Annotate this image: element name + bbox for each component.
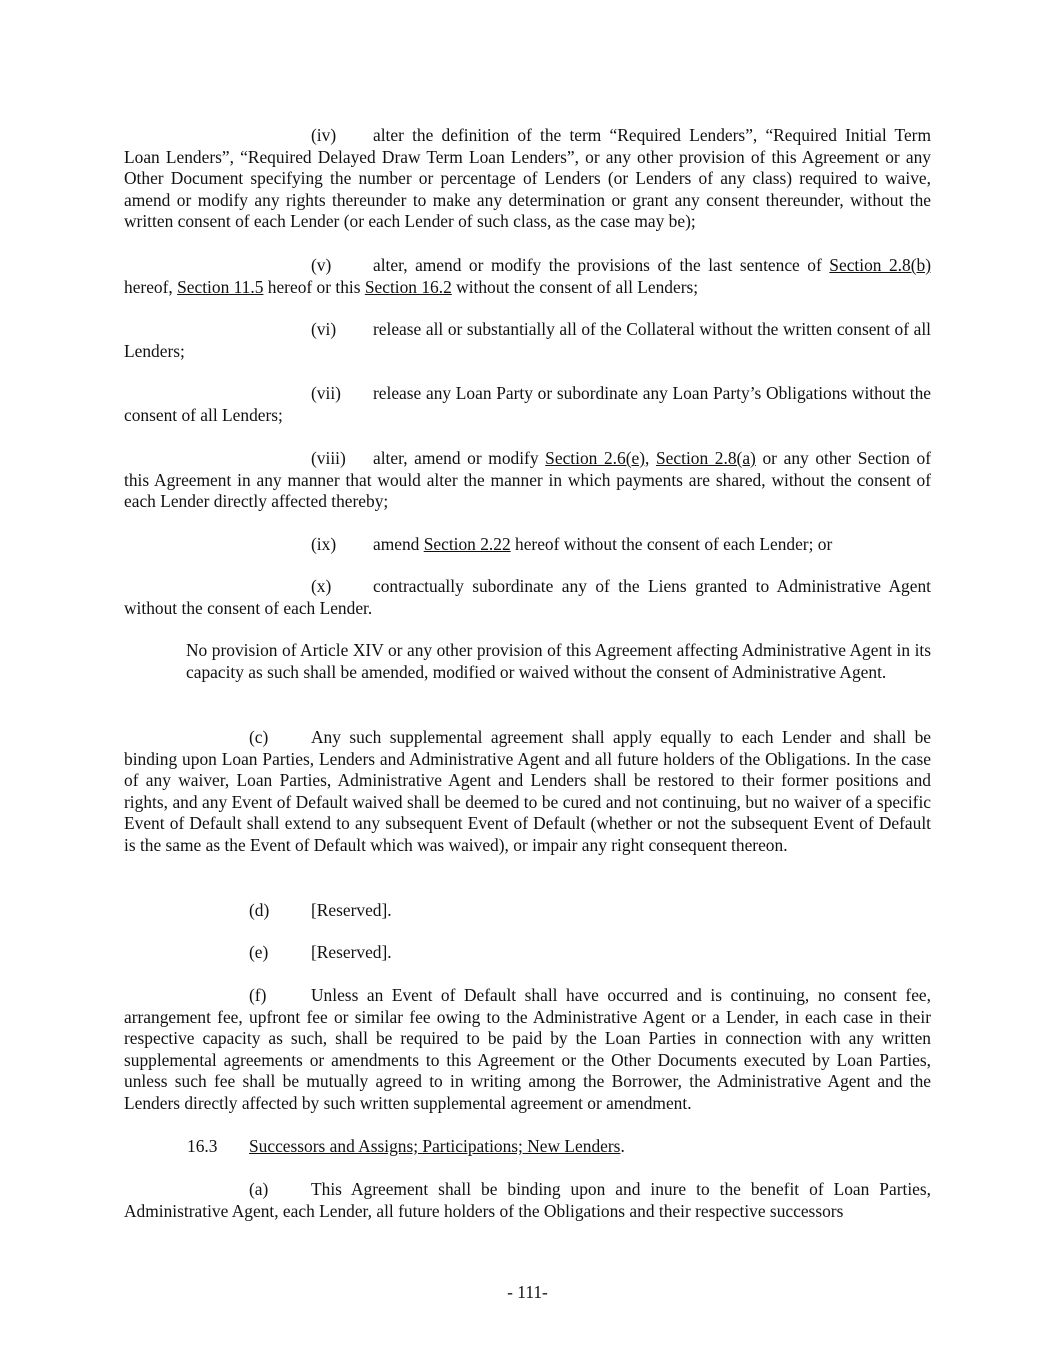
paragraph-vi — [124, 319, 931, 362]
section-reference: Section 2.8(a) — [656, 448, 756, 468]
clause-text: without the consent of all Lenders; — [451, 276, 699, 297]
paragraph-f — [124, 985, 931, 1115]
paragraph-x — [124, 576, 931, 619]
paragraph-c — [124, 727, 931, 857]
paragraph-iv — [124, 125, 931, 233]
clause-label: (vi) — [311, 319, 337, 339]
paragraph-viii — [124, 448, 931, 513]
clause-label: (viii) — [311, 448, 346, 468]
clause-label: (vii) — [311, 383, 341, 403]
clause-text: alter, amend or modify — [373, 448, 546, 468]
section-reference: Section 2.8(b) — [829, 255, 931, 275]
section-16-3-heading — [124, 1136, 931, 1158]
section-title: Successors and Assigns; Participations; New Lenders — [249, 1136, 621, 1156]
section-reference: Section 2.22 — [423, 534, 511, 554]
section-title-period: . — [620, 1136, 625, 1156]
clause-label: (x) — [311, 576, 332, 596]
clause-text: hereof or this — [263, 276, 365, 297]
clause-label: (ix) — [311, 534, 337, 554]
clause-text: This Agreement shall be binding upon and inure to the benefit of Loan Parties, Administrative Agent, each Lender, all future holders of the Obligations and their respective successors — [124, 1179, 931, 1221]
paragraph-text: No provision of Article XIV or any other provision of this Agreement affecting Administrative Agent in its capacity as such shall be amended, modified or waived without the consent of Administrative Agent. — [186, 640, 931, 682]
clause-text: or any other Section of this Agreement in any manner that would alter the manner in which payments are shared, without the consent of each Lender directly affected thereby; — [124, 448, 931, 512]
clause-label: (a) — [249, 1179, 269, 1199]
clause-text: hereof without the consent of each Lender; or — [510, 534, 833, 554]
clause-text: release any Loan Party or subordinate any Loan Party’s Obligations without the consent of all Lenders; — [124, 383, 931, 425]
clause-label: (c) — [249, 727, 269, 747]
section-reference: Section 16.2 — [364, 276, 452, 297]
clause-text: [Reserved]. — [311, 942, 392, 962]
paragraph-v — [124, 255, 931, 298]
clause-label: (e) — [249, 942, 269, 962]
paragraph-no-provision — [124, 640, 931, 683]
clause-text: [Reserved]. — [311, 900, 392, 920]
clause-label: (iv) — [311, 125, 337, 145]
clause-label: (d) — [249, 900, 270, 920]
clause-text: release all or substantially all of the Collateral without the written consent of all Lenders; — [124, 319, 931, 361]
clause-text: hereof, — [124, 276, 178, 297]
clause-text: contractually subordinate any of the Liens granted to Administrative Agent without the consent of each Lender. — [124, 576, 931, 618]
paragraph-vii — [124, 383, 931, 426]
paragraph-e — [124, 942, 931, 964]
section-number: 16.3 — [187, 1136, 218, 1156]
clause-text: alter the definition of the term “Required Lenders”, “Required Initial Term Loan Lenders”, “Required Delayed Draw Term Loan Lenders”, or any other provision of this Agreement or any Other Document specifying the number or percentage of Lenders (or Lenders of any class) required to waive, amend or modify any rights thereunder to make any determination or grant any consent thereunder, without the written consent of each Lender (or each Lender of such class, as the case may be); — [124, 125, 931, 232]
clause-text: amend — [373, 534, 424, 554]
clause-text: , — [645, 448, 656, 468]
clause-text: alter, amend or modify the provisions of the last sentence of — [373, 255, 830, 275]
paragraph-ix — [124, 534, 931, 556]
section-reference: Section 2.6(e) — [545, 448, 646, 468]
clause-label: (f) — [249, 985, 267, 1005]
page-number: - 111- — [507, 1282, 548, 1302]
section-reference: Section 11.5 — [177, 276, 264, 297]
paragraph-d — [124, 900, 931, 922]
clause-label: (v) — [311, 255, 332, 275]
paragraph-a — [124, 1179, 931, 1222]
clause-text: Unless an Event of Default shall have occurred and is continuing, no consent fee, arrangement fee, upfront fee or similar fee owing to the Administrative Agent or a Lender, in each case in their respective capacity as such, shall be required to be paid by the Loan Parties in connection with any written supplemental agreements or amendments to this Agreement or the Other Documents executed by Loan Parties, unless such fee shall be mutually agreed to in writing among the Borrower, the Administrative Agent and the Lenders directly affected by such written supplemental agreement or amendment. — [124, 985, 931, 1113]
clause-text: Any such supplemental agreement shall apply equally to each Lender and shall be binding upon Loan Parties, Lenders and Administrative Agent and all future holders of the Obligations. In the case of any waiver, Loan Parties, Administrative Agent and Lenders shall be restored to their former positions and rights, and any Event of Default waived shall be deemed to be cured and not continuing, but no waiver of a specific Event of Default shall extend to any subsequent Event of Default (whether or not the subsequent Event of Default is the same as the Event of Default which was waived), or impair any right consequent thereon. — [124, 727, 931, 855]
